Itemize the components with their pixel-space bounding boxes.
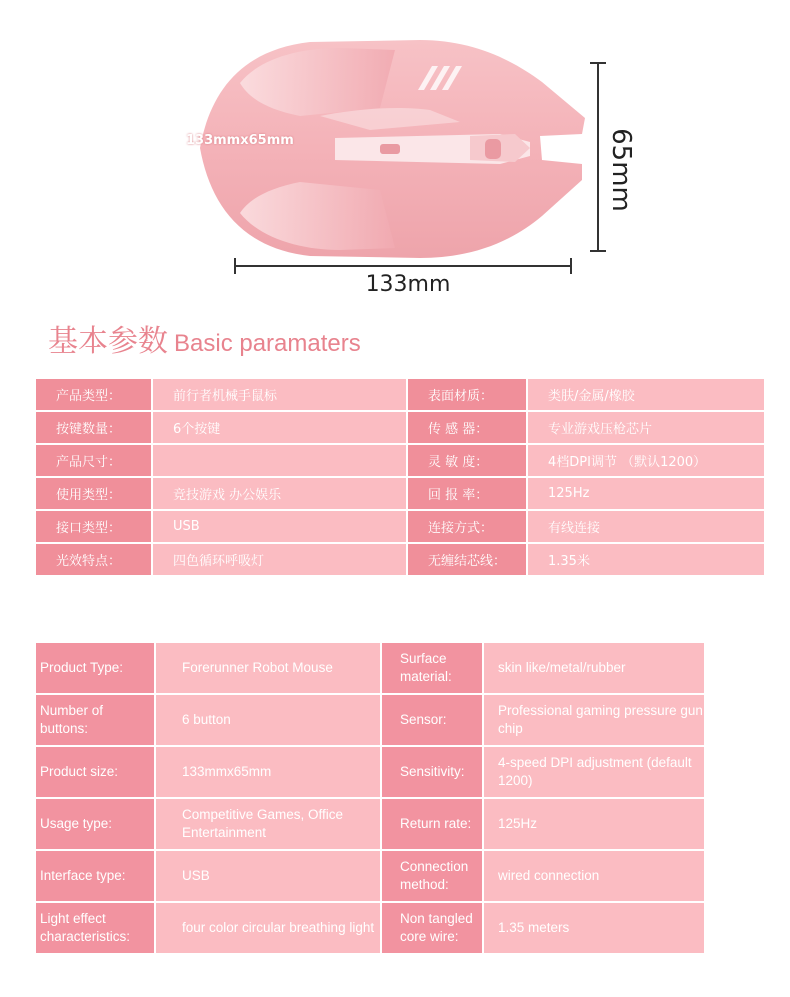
spec-label: Non tangled core wire: — [382, 903, 482, 953]
table-row — [36, 478, 764, 509]
spec-label: Number of buttons: — [36, 695, 154, 745]
height-dimension-label: 65mm — [606, 128, 636, 212]
spec-value: 4-speed DPI adjustment (default 1200) — [484, 747, 704, 797]
table-row — [36, 695, 704, 745]
product-hero — [0, 0, 790, 310]
spec-value: 4档DPI调节 （默认1200） — [528, 445, 764, 476]
spec-value: 前行者机械手鼠标 — [153, 379, 406, 410]
spec-value: USB — [156, 851, 380, 901]
overlay-dimension-text: 133mmx65mm — [186, 133, 294, 148]
spec-value: 6 button — [156, 695, 380, 745]
table-row — [36, 511, 764, 542]
spec-label: 传 感 器： — [408, 412, 526, 443]
section-title-en: Basic paramaters — [174, 330, 361, 357]
table-row — [36, 412, 764, 443]
spec-label: 回 报 率： — [408, 478, 526, 509]
spec-label: Connection method: — [382, 851, 482, 901]
spec-value: Professional gaming pressure gun chip — [484, 695, 704, 745]
section-title-cn: 基本参数 — [48, 324, 168, 359]
table-row — [36, 379, 764, 410]
table-row — [36, 903, 704, 953]
spec-value: wired connection — [484, 851, 704, 901]
spec-value: 1.35米 — [528, 544, 764, 575]
spec-label: Light effect characteristics: — [36, 903, 154, 953]
spec-value: Forerunner Robot Mouse — [156, 643, 380, 693]
spec-value: 有线连接 — [528, 511, 764, 542]
spec-value: 四色循环呼吸灯 — [153, 544, 406, 575]
spec-value: 125Hz — [484, 799, 704, 849]
spec-label: 表面材质： — [408, 379, 526, 410]
spec-value: 6个按键 — [153, 412, 406, 443]
spec-label: Interface type: — [36, 851, 154, 901]
spec-label: 灵 敏 度： — [408, 445, 526, 476]
table-row — [36, 445, 764, 476]
table-row — [36, 643, 704, 693]
spec-label: 光效特点： — [36, 544, 151, 575]
en-spec-table — [34, 641, 706, 955]
cn-spec-table — [34, 377, 766, 577]
table-row — [36, 799, 704, 849]
width-dimension-label: 133mm — [365, 272, 451, 297]
spec-label: Surface material: — [382, 643, 482, 693]
spec-value: 125Hz — [528, 478, 764, 509]
spec-label: 连接方式： — [408, 511, 526, 542]
spec-label: 接口类型： — [36, 511, 151, 542]
section-title — [48, 316, 361, 360]
spec-value: skin like/metal/rubber — [484, 643, 704, 693]
spec-label: 按键数量： — [36, 412, 151, 443]
spec-value: four color circular breathing light — [156, 903, 380, 953]
spec-value: 专业游戏压枪芯片 — [528, 412, 764, 443]
spec-label: Product size: — [36, 747, 154, 797]
spec-value: USB — [153, 511, 406, 542]
spec-label: Product Type: — [36, 643, 154, 693]
spec-label: 产品尺寸： — [36, 445, 151, 476]
spec-value: 竞技游戏 办公娱乐 — [153, 478, 406, 509]
table-row — [36, 747, 704, 797]
spec-label: Usage type: — [36, 799, 154, 849]
pink-gaming-mouse-image — [170, 38, 590, 260]
spec-label: 产品类型： — [36, 379, 151, 410]
spec-label: Sensor: — [382, 695, 482, 745]
table-row — [36, 544, 764, 575]
spec-label: 使用类型： — [36, 478, 151, 509]
spec-value: 1.35 meters — [484, 903, 704, 953]
spec-value: 类肤/金属/橡胶 — [528, 379, 764, 410]
spec-label: Return rate: — [382, 799, 482, 849]
spec-value — [153, 445, 406, 476]
table-row — [36, 851, 704, 901]
spec-value: 133mmx65mm — [156, 747, 380, 797]
spec-label: 无缠结芯线： — [408, 544, 526, 575]
spec-value: Competitive Games, Office Entertainment — [156, 799, 380, 849]
spec-label: Sensitivity: — [382, 747, 482, 797]
